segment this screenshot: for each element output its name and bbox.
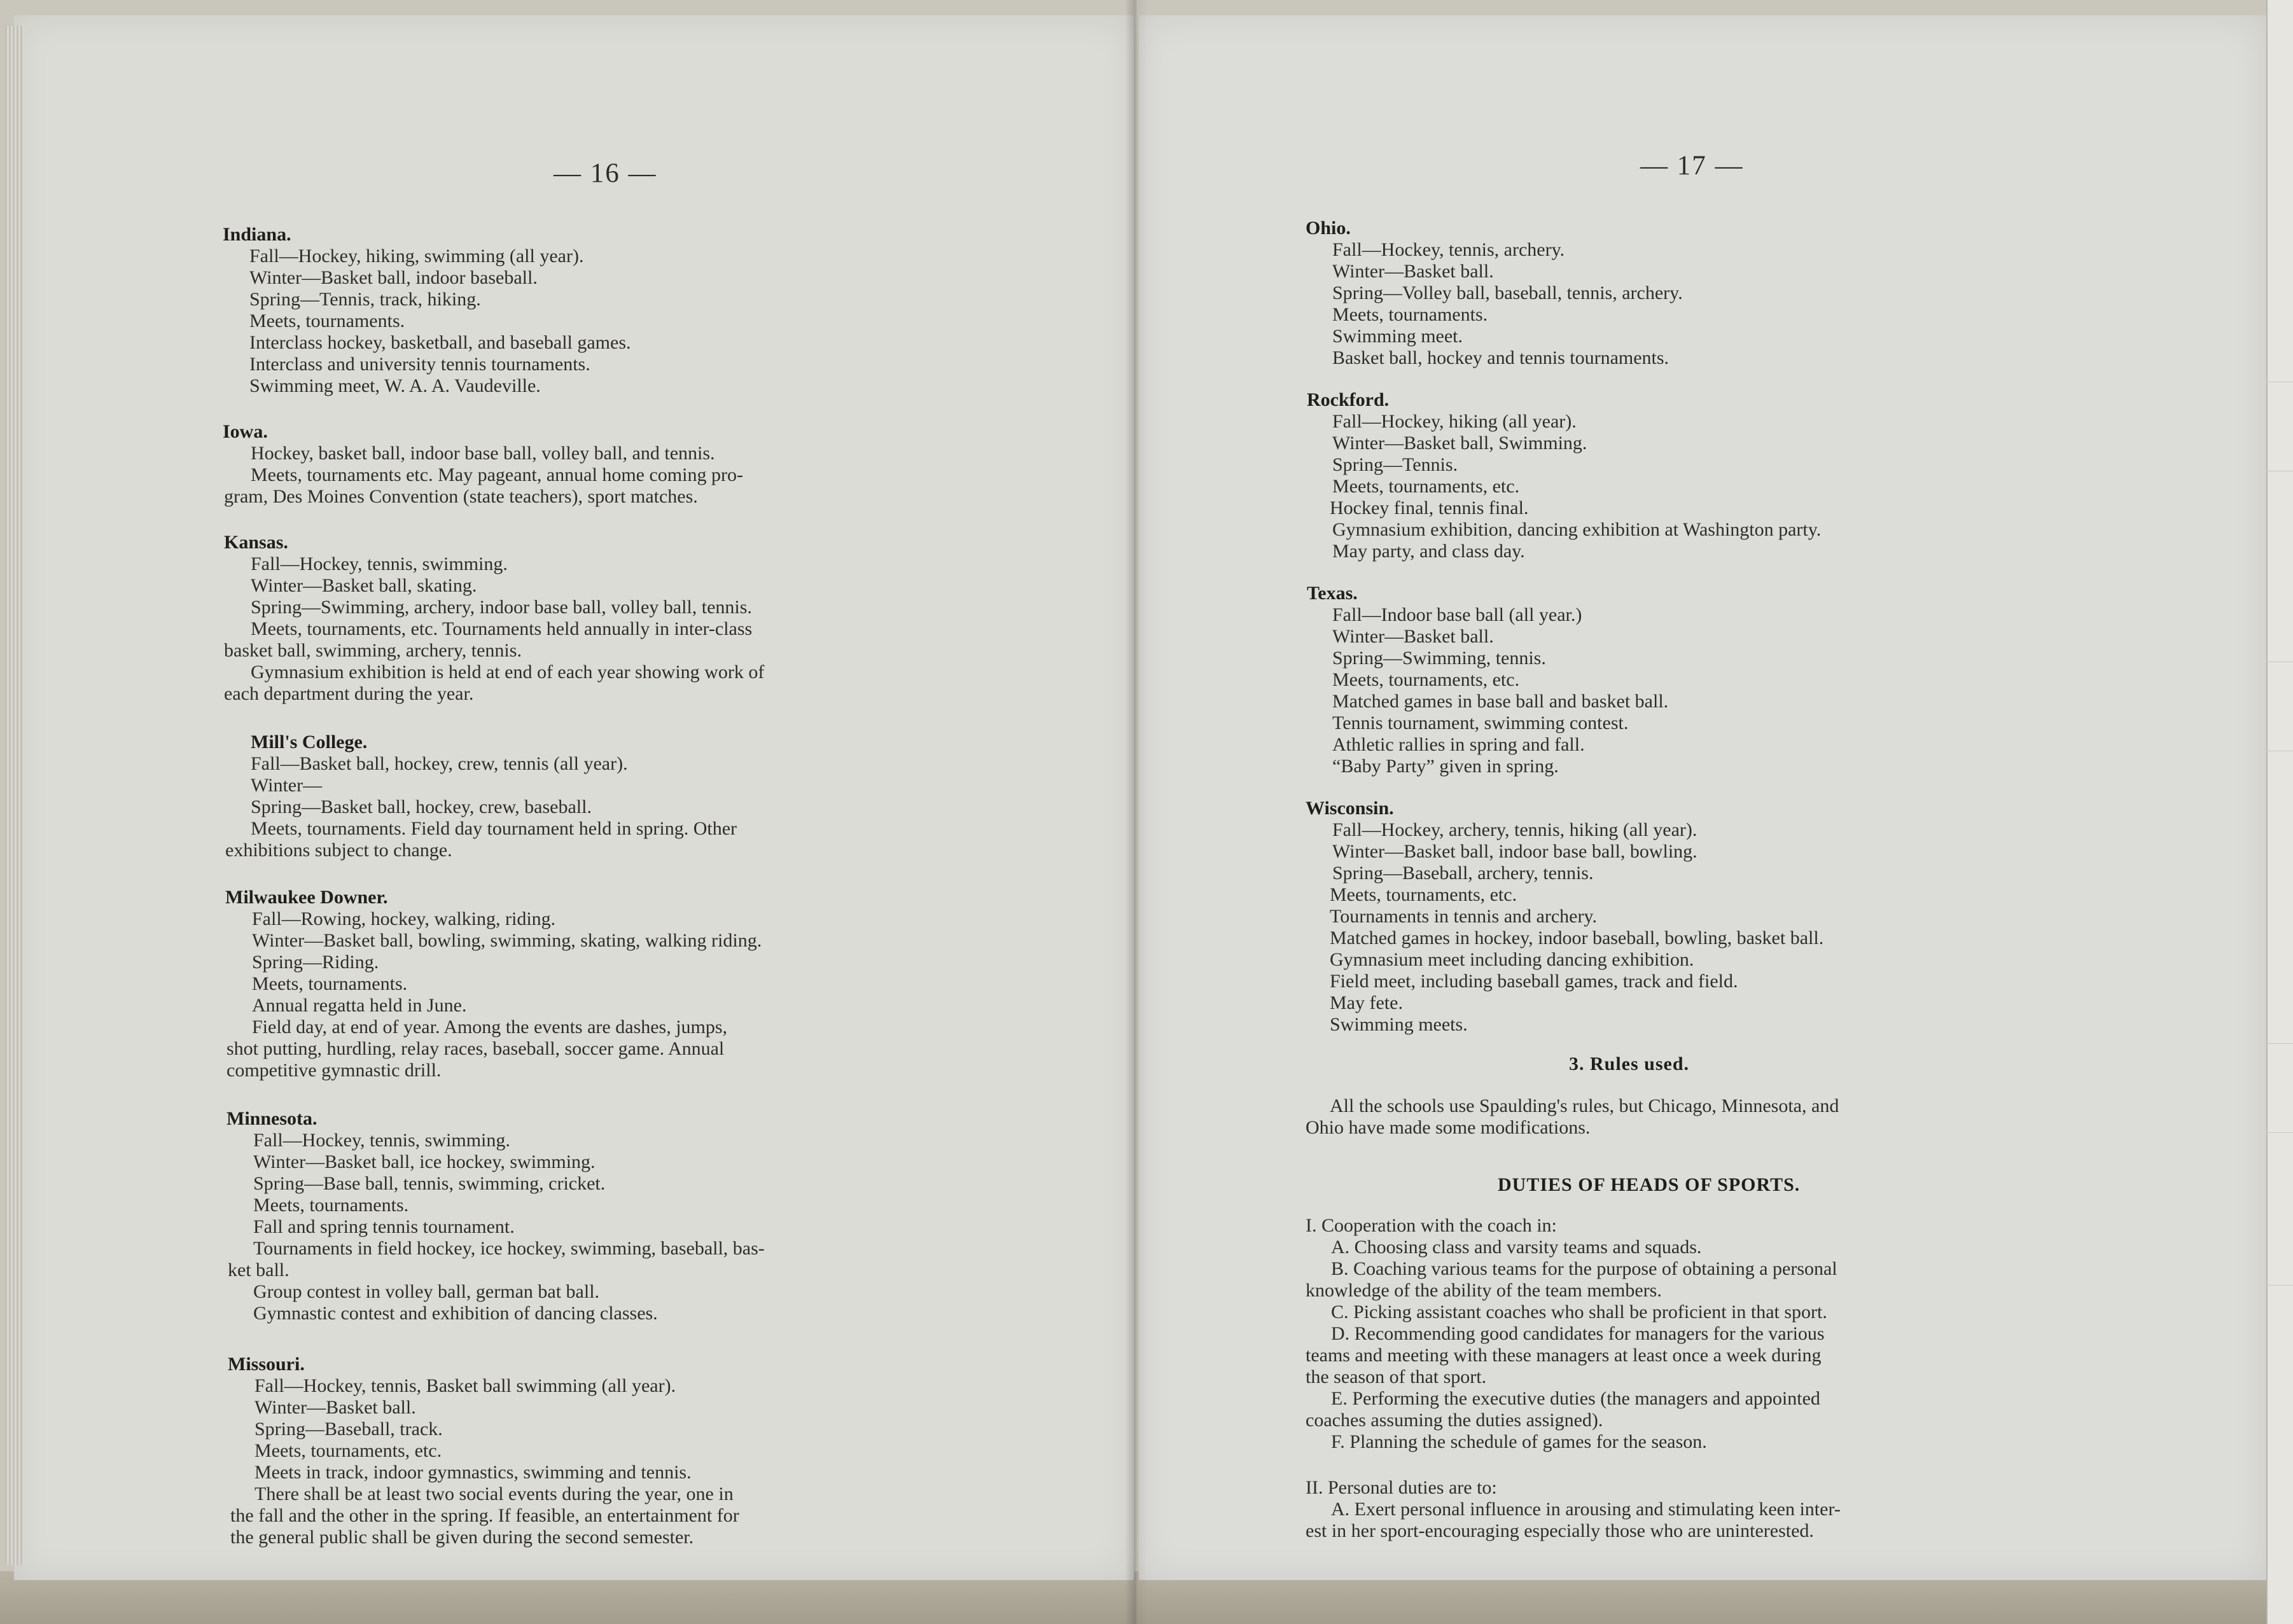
- text-line: the general public shall be given during the second semester.: [230, 1527, 694, 1548]
- text-line: Spring—Base ball, tennis, swimming, cricket.: [253, 1173, 606, 1194]
- text-line: Fall—Hockey, tennis, Basket ball swimming (all year).: [254, 1375, 676, 1396]
- page-number-left: — 16 —: [554, 158, 657, 188]
- text-line: Winter—Basket ball.: [1332, 626, 1494, 647]
- text-line: Spring—Swimming, tennis.: [1332, 648, 1546, 669]
- text-line: Swimming meets.: [1330, 1014, 1468, 1035]
- text-line: E. Performing the executive duties (the managers and appointed: [1331, 1388, 1820, 1409]
- text-line: Swimming meet.: [1332, 326, 1463, 347]
- text-line: Winter—: [251, 775, 323, 796]
- text-line: Meets, tournaments, etc.: [1332, 669, 1520, 690]
- text-line: Meets, tournaments.: [249, 310, 405, 331]
- section-title: Wisconsin.: [1306, 798, 1394, 819]
- text-line: Meets, tournaments.: [1332, 304, 1488, 325]
- text-line: Winter—Basket ball, Swimming.: [1332, 433, 1587, 454]
- text-line: Interclass and university tennis tournaments.: [249, 354, 590, 375]
- text-line: A. Exert personal influence in arousing and stimulating keen inter-: [1331, 1499, 1841, 1520]
- text-line: ket ball.: [228, 1260, 289, 1280]
- text-line: Tennis tournament, swimming contest.: [1332, 712, 1629, 733]
- text-line: Gymnastic contest and exhibition of dancing classes.: [253, 1303, 658, 1324]
- text-line: Winter—Basket ball, skating.: [251, 575, 477, 596]
- text-line: Meets, tournaments.: [253, 1195, 409, 1216]
- text-line: shot putting, hurdling, relay races, baseball, soccer game. Annual: [227, 1038, 725, 1059]
- text-line: Fall—Rowing, hockey, walking, riding.: [252, 908, 556, 929]
- text-line: Meets, tournaments. Field day tournament held in spring. Other: [251, 818, 737, 839]
- text-line: Swimming meet, W. A. A. Vaudeville.: [249, 375, 541, 396]
- duties-heading: DUTIES OF HEADS OF SPORTS.: [1498, 1174, 1801, 1195]
- text-line: Gymnasium exhibition is held at end of each year showing work of: [251, 662, 765, 683]
- text-line: Matched games in base ball and basket ball.: [1332, 691, 1669, 712]
- text-line: Gymnasium exhibition, dancing exhibition at Washington party.: [1332, 519, 1822, 540]
- text-line: coaches assuming the duties assigned).: [1306, 1410, 1603, 1431]
- text-line: B. Coaching various teams for the purpose of obtaining a personal: [1331, 1258, 1837, 1279]
- text-line: Meets, tournaments, etc.: [1330, 884, 1517, 905]
- page-number-right: — 17 —: [1640, 151, 1744, 181]
- text-line: Basket ball, hockey and tennis tournaments.: [1332, 347, 1669, 368]
- text-line: the fall and the other in the spring. If feasible, an entertainment for: [230, 1505, 739, 1526]
- text-line: Fall—Hockey, hiking, swimming (all year).: [249, 246, 584, 267]
- text-line: Gymnasium meet including dancing exhibition.: [1330, 949, 1694, 970]
- section-title: Minnesota.: [227, 1108, 317, 1129]
- text-line: teams and meeting with these managers at least once a week during: [1306, 1345, 1822, 1366]
- section-title: Kansas.: [224, 532, 288, 553]
- text-line: May fete.: [1330, 992, 1403, 1013]
- text-line: Field meet, including baseball games, track and field.: [1330, 971, 1738, 992]
- text-line: Winter—Basket ball, ice hockey, swimming.: [253, 1151, 596, 1172]
- text-line: Meets, tournaments etc. May pageant, annual home coming pro-: [251, 464, 743, 485]
- text-line: Group contest in volley ball, german bat ball.: [253, 1281, 600, 1302]
- text-line: Fall—Hockey, tennis, swimming.: [253, 1130, 510, 1151]
- text-line: Fall—Hockey, tennis, swimming.: [251, 553, 508, 574]
- text-line: Meets, tournaments, etc. Tournaments held annually in inter-class: [251, 618, 753, 639]
- text-line: Hockey final, tennis final.: [1330, 497, 1529, 518]
- text-line: Spring—Basket ball, hockey, crew, baseball.: [251, 796, 592, 817]
- section-title: Ohio.: [1306, 218, 1351, 239]
- text-line: Field day, at end of year. Among the events are dashes, jumps,: [252, 1017, 728, 1038]
- right-page-edge: [2266, 0, 2293, 1624]
- text-line: “Baby Party” given in spring.: [1332, 756, 1559, 777]
- text-line: Meets, tournaments, etc.: [1332, 476, 1520, 497]
- text-line: Spring—Tennis, track, hiking.: [249, 289, 481, 310]
- text-line: each department during the year.: [224, 683, 474, 704]
- text-line: Meets in track, indoor gymnastics, swimming and tennis.: [254, 1462, 692, 1483]
- text-line: Fall—Basket ball, hockey, crew, tennis (all year).: [251, 753, 628, 774]
- section-title: Rockford.: [1307, 389, 1390, 410]
- text-line: Spring—Baseball, track.: [254, 1419, 443, 1440]
- text-line: I. Cooperation with the coach in:: [1306, 1215, 1557, 1236]
- text-line: Interclass hockey, basketball, and baseball games.: [249, 332, 631, 353]
- text-line: Winter—Basket ball, indoor baseball.: [249, 267, 538, 288]
- text-line: A. Choosing class and varsity teams and squads.: [1331, 1237, 1702, 1258]
- text-line: Fall and spring tennis tournament.: [253, 1216, 515, 1237]
- text-line: Meets, tournaments, etc.: [254, 1440, 442, 1461]
- text-line: Athletic rallies in spring and fall.: [1332, 734, 1585, 755]
- page-stack-edges: [5, 25, 24, 1565]
- text-line: D. Recommending good candidates for managers for the various: [1331, 1323, 1825, 1344]
- rules-heading: 3. Rules used.: [1569, 1053, 1690, 1074]
- text-line: basket ball, swimming, archery, tennis.: [224, 640, 522, 661]
- text-line: Spring—Swimming, archery, indoor base ball, volley ball, tennis.: [251, 597, 752, 618]
- book-gutter: [1125, 0, 1148, 1624]
- text-line: May party, and class day.: [1332, 541, 1525, 562]
- section-title: Missouri.: [228, 1354, 305, 1375]
- text-line: est in her sport-encouraging especially those who are uninterested.: [1306, 1520, 1814, 1541]
- text-line: F. Planning the schedule of games for the season.: [1331, 1431, 1707, 1452]
- section-title: Iowa.: [223, 421, 268, 442]
- text-line: gram, Des Moines Convention (state teachers), sport matches.: [224, 486, 698, 507]
- section-title: Mill's College.: [251, 732, 368, 753]
- text-line: Ohio have made some modifications.: [1306, 1117, 1591, 1138]
- text-line: Hockey, basket ball, indoor base ball, volley ball, and tennis.: [251, 443, 715, 464]
- text-line: II. Personal duties are to:: [1306, 1477, 1497, 1498]
- text-line: Tournaments in tennis and archery.: [1330, 906, 1597, 927]
- text-line: C. Picking assistant coaches who shall be proficient in that sport.: [1331, 1301, 1827, 1322]
- text-line: exhibitions subject to change.: [225, 840, 452, 861]
- text-line: Winter—Basket ball, indoor base ball, bowling.: [1332, 841, 1697, 862]
- text-line: Spring—Baseball, archery, tennis.: [1332, 863, 1594, 884]
- text-line: Spring—Riding.: [252, 952, 379, 973]
- text-line: There shall be at least two social events during the year, one in: [254, 1483, 734, 1504]
- text-line: Matched games in hockey, indoor baseball, bowling, basket ball.: [1330, 927, 1824, 948]
- text-line: knowledge of the ability of the team members.: [1306, 1280, 1662, 1301]
- text-line: Tournaments in field hockey, ice hockey, swimming, baseball, bas-: [253, 1238, 765, 1259]
- section-title: Indiana.: [223, 224, 291, 245]
- text-line: Winter—Basket ball.: [1332, 261, 1494, 282]
- text-line: Fall—Hockey, archery, tennis, hiking (all year).: [1332, 819, 1697, 840]
- text-line: Winter—Basket ball.: [254, 1397, 416, 1418]
- section-title: Milwaukee Downer.: [225, 887, 388, 908]
- text-line: Spring—Tennis.: [1332, 454, 1458, 475]
- text-line: Fall—Indoor base ball (all year.): [1332, 604, 1582, 625]
- text-line: the season of that sport.: [1306, 1366, 1487, 1387]
- text-line: Annual regatta held in June.: [252, 995, 467, 1016]
- text-line: Spring—Volley ball, baseball, tennis, archery.: [1332, 282, 1683, 303]
- text-line: Meets, tournaments.: [252, 973, 408, 994]
- text-line: All the schools use Spaulding's rules, but Chicago, Minnesota, and: [1330, 1095, 1839, 1116]
- section-title: Texas.: [1307, 583, 1358, 604]
- text-line: Winter—Basket ball, bowling, swimming, skating, walking riding.: [252, 930, 762, 951]
- text-line: Fall—Hockey, hiking (all year).: [1332, 411, 1577, 432]
- text-line: Fall—Hockey, tennis, archery.: [1332, 239, 1565, 260]
- text-line: competitive gymnastic drill.: [227, 1060, 442, 1081]
